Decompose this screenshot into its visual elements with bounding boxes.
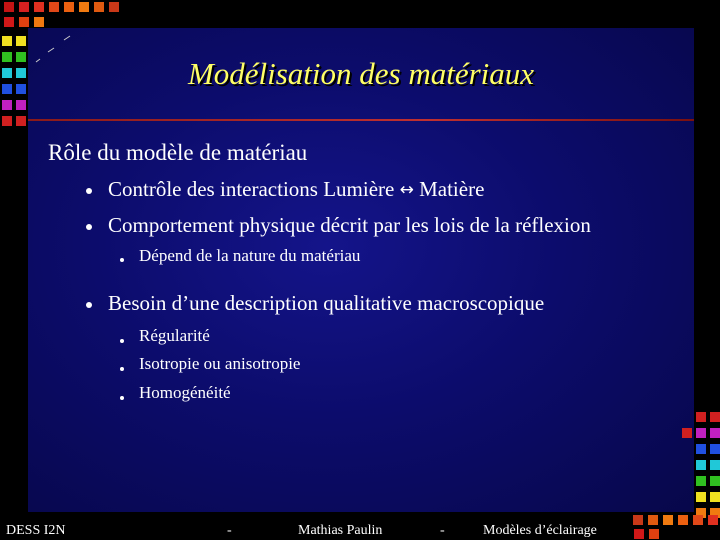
footer-topic: Modèles d’éclairage xyxy=(483,523,597,538)
sub-bullet-dot xyxy=(120,396,124,400)
decor-square xyxy=(19,2,29,12)
decor-square xyxy=(710,492,720,502)
decor-square xyxy=(2,68,12,78)
bullet-dot xyxy=(86,224,92,230)
slide-title: Modélisation des matériaux xyxy=(187,56,535,91)
footer-author: Mathias Paulin xyxy=(298,523,383,538)
decor-square xyxy=(16,116,26,126)
decor-square xyxy=(2,84,12,94)
footer-separator: - xyxy=(227,523,232,538)
decor-square xyxy=(16,84,26,94)
decor-square xyxy=(2,100,12,110)
section-heading: Rôle du modèle de matériau xyxy=(48,140,308,165)
decor-square xyxy=(16,68,26,78)
decor-square xyxy=(710,444,720,454)
decor-square xyxy=(109,2,119,12)
decor-square xyxy=(19,17,29,27)
decor-square xyxy=(678,515,688,525)
decor-square xyxy=(663,515,673,525)
decor-square xyxy=(79,2,89,12)
sub-bullet-dot xyxy=(120,339,124,343)
decor-square xyxy=(49,2,59,12)
sub-bullet-dot xyxy=(120,367,124,371)
sub-bullet-item: Isotropie ou anisotropie xyxy=(139,354,301,373)
decor-square xyxy=(708,515,718,525)
decor-square xyxy=(2,52,12,62)
decor-square xyxy=(34,2,44,12)
decor-square xyxy=(710,428,720,438)
decor-square xyxy=(16,36,26,46)
decor-square xyxy=(710,412,720,422)
decor-square xyxy=(34,17,44,27)
sub-bullet-item: Dépend de la nature du matériau xyxy=(139,246,361,265)
decor-square xyxy=(2,116,12,126)
decor-square xyxy=(710,460,720,470)
decor-square xyxy=(16,100,26,110)
decor-square xyxy=(696,460,706,470)
bullet-dot xyxy=(86,188,92,194)
decor-square xyxy=(16,52,26,62)
decor-square xyxy=(2,36,12,46)
decor-square xyxy=(682,428,692,438)
decor-square xyxy=(710,476,720,486)
bullet-text: Contrôle des interactions Lumière xyxy=(108,177,400,201)
bullet-text: Matière xyxy=(413,177,485,201)
decor-square xyxy=(634,529,644,539)
decor-square xyxy=(696,428,706,438)
decor-square xyxy=(693,515,703,525)
decor-square xyxy=(696,412,706,422)
decor-square xyxy=(4,2,14,12)
bullet-item-behavior: Comportement physique décrit par les lois de la réflexion xyxy=(108,213,591,237)
decor-square xyxy=(648,515,658,525)
bullet-item-description: Besoin d’une description qualitative macroscopique xyxy=(108,291,545,315)
double-arrow-icon: ↔ xyxy=(399,180,414,200)
decor-square xyxy=(696,492,706,502)
decor-square xyxy=(649,529,659,539)
bullet-item-interactions xyxy=(108,177,484,202)
sub-bullet-item: Homogénéité xyxy=(139,383,231,402)
footer-course: DESS I2N xyxy=(6,523,66,538)
decor-square xyxy=(633,515,643,525)
title-underline xyxy=(28,119,694,121)
sub-bullet-dot xyxy=(120,258,124,262)
decor-square xyxy=(94,2,104,12)
sub-bullet-item: Régularité xyxy=(139,326,210,345)
slide-panel xyxy=(28,28,694,512)
decor-square xyxy=(696,444,706,454)
decor-square xyxy=(696,476,706,486)
bullet-dot xyxy=(86,302,92,308)
footer-separator: - xyxy=(440,523,445,538)
decor-square xyxy=(64,2,74,12)
decor-square xyxy=(4,17,14,27)
